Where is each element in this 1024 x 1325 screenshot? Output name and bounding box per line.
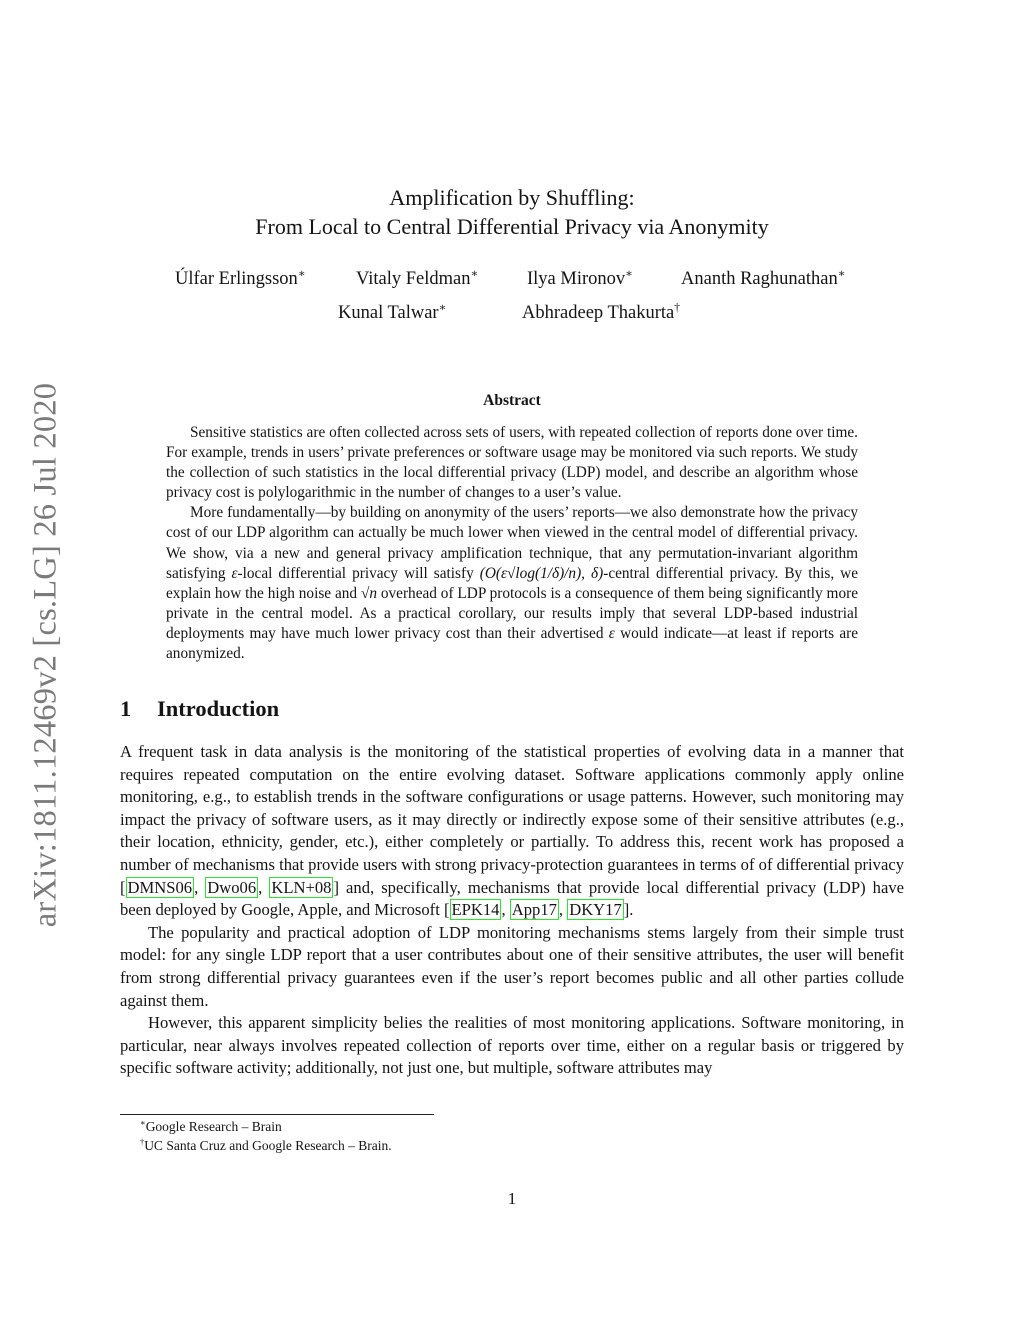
author: Úlfar Erlingsson∗ (175, 267, 306, 289)
footnote: †UC Santa Cruz and Google Research – Brain. (140, 1137, 392, 1153)
arxiv-identifier: arXiv:1811.12469v2 [cs.LG] 26 Jul 2020 (27, 382, 64, 928)
citation-link[interactable]: DKY17 (569, 900, 622, 920)
abstract-heading: Abstract (483, 392, 541, 409)
citation-link[interactable]: EPK14 (451, 900, 500, 920)
footnote: ∗Google Research – Brain (140, 1118, 282, 1134)
author: Vitaly Feldman∗ (356, 267, 479, 289)
abstract-body (166, 423, 858, 664)
body-paragraph: A frequent task in data analysis is the monitoring of the statistical properties of evolving data in a manner that requires repeated computation on the entire evolving dataset. Software applications commonly apply online monitoring, e.g., to establish trends in the software configurations or usage patterns. However, such monitoring may impact the privacy of software users, as it may directly or indirectly expose some of their sensitive attributes (e.g., their location, ethnicity, gender, etc.), either completely or partially. To address this, recent work has proposed a number of mechanisms that provide users with strong privacy-protection guarantees in terms of of differential privacy [ DMNS06 , Dwo06 , KLN+08 ] and, specifically, mechanisms that provide local differential privacy (LDP) have been deployed by Google, Apple, and Microsoft [ EPK14 , App17 , DKY17 ]. (120, 742, 905, 920)
paper-title-line-2: From Local to Central Differential Privacy via Anonymity (255, 214, 769, 239)
footnote-rule (120, 1114, 434, 1115)
author: Kunal Talwar∗ (338, 301, 447, 323)
arxiv-sidebar-stamp (26, 365, 66, 945)
sqrt-n-formula: √n (360, 584, 377, 602)
citation-link[interactable]: KLN+08 (271, 877, 332, 897)
privacy-bound-formula: (O(ε√log(1/δ)/n), δ) (479, 564, 604, 582)
section-number: 1 (120, 696, 132, 721)
author: Ilya Mironov∗ (527, 267, 633, 289)
abstract-paragraph: More fundamentally—by building on anonymity of the users’ reports—we also demonstrate how the privacy cost of our LDP algorithm can actually be much lower when viewed in the central model of differential privacy. We show, via a new and general privacy amplification technique, that any permutation-invariant algorithm satisfying ε-local differential privacy will satisfy (O(ε√log(1/δ)/n), δ)-central differential privacy. By this, we explain how the high noise and √n overhead of LDP protocols is a consequence of them being significantly more private in the central model. As a practical corollary, our results imply that several LDP-based industrial deployments may have much lower privacy cost than their advertised ε would indicate—at least if reports are anonymized. (166, 504, 859, 663)
citation-link[interactable]: DMNS06 (127, 877, 193, 897)
abstract-paragraph: Sensitive statistics are often collected across sets of users, with repeated collection of reports done over time. For example, trends in users’ private preferences or software usage may be monitored via such reports. We study the collection of such statistics in the local differential privacy (LDP) model, and describe an algorithm whose privacy cost is polylogarithmic in the number of changes to a user’s value. (166, 424, 858, 502)
page-number: 1 (507, 1189, 517, 1208)
author: Abhradeep Thakurta† (522, 301, 680, 323)
citation-link[interactable]: App17 (511, 900, 557, 920)
section-heading (120, 696, 279, 722)
body-paragraph: The popularity and practical adoption of LDP monitoring mechanisms stems largely from their simple trust model: for any single LDP report that a user contributes about one of their sensitive attributes, the user will benefit from strong differential privacy guarantees even if the user’s report becomes public and all other parties collude against them. (120, 922, 904, 1010)
section-title: Introduction (157, 696, 280, 721)
paper-title-line-1: Amplification by Shuffling: (389, 185, 635, 210)
body-paragraph: However, this apparent simplicity belies the realities of most monitoring applications. Software monitoring, in particular, near always involves repeated collection of reports over time, either on a regular basis or triggered by specific software activity; additionally, not just one, but multiple, software attributes may (120, 1013, 904, 1078)
citation-link[interactable]: Dwo06 (207, 877, 257, 897)
author: Ananth Raghunathan∗ (681, 267, 846, 289)
introduction-body (120, 741, 904, 1080)
